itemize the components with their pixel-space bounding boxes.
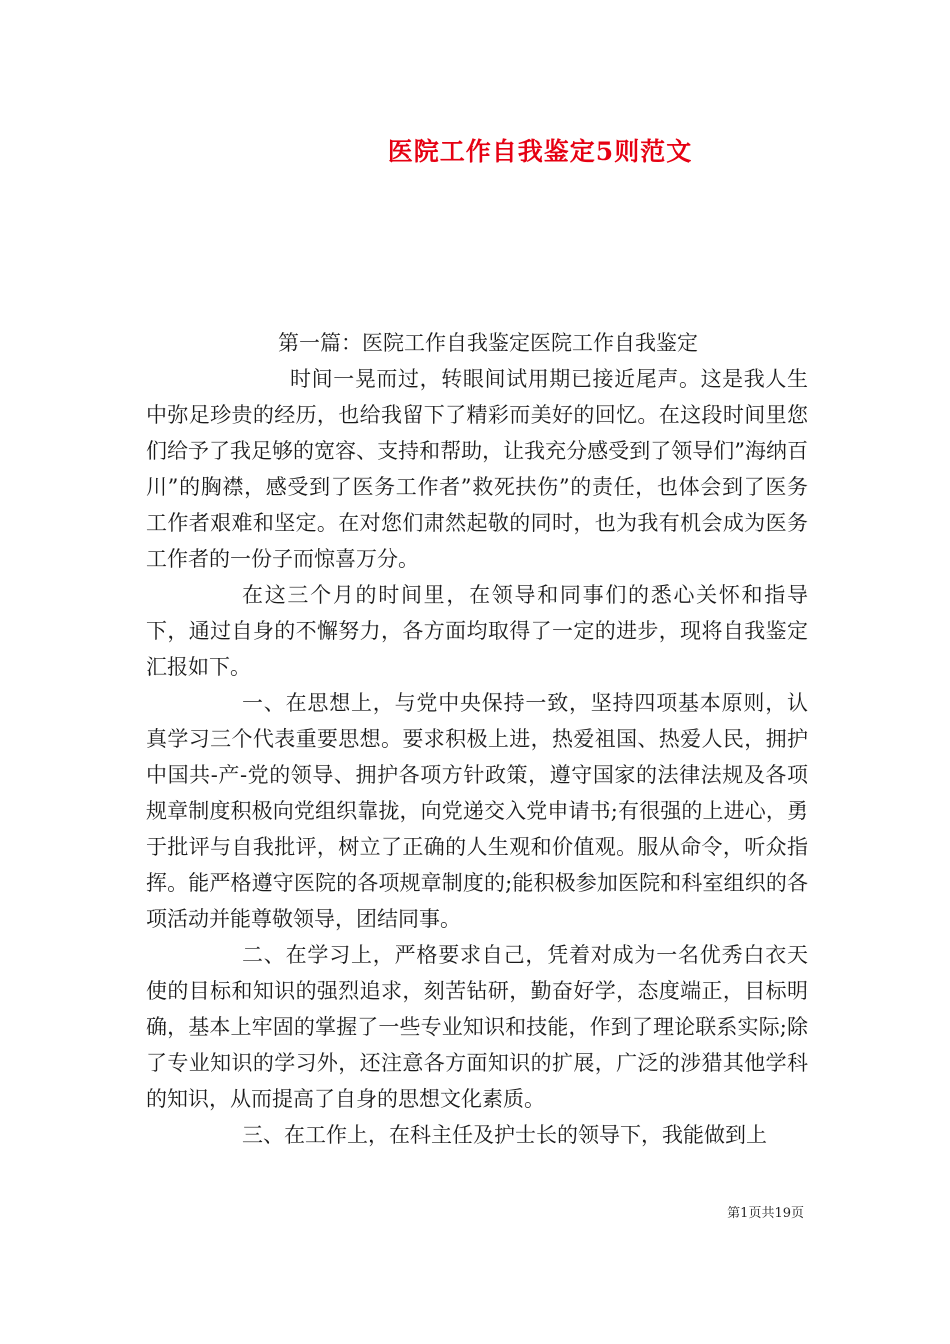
paragraph-work: 三、在工作上，在科主任及护士长的领导下，我能做到上: [242, 1123, 767, 1147]
section-heading: 第一篇：医院工作自我鉴定医院工作自我鉴定: [278, 331, 698, 355]
page-number-footer: 第1页共19页: [727, 1206, 804, 1221]
paragraph-study: 二、在学习上，严格要求自己，凭着对成为一名优秀白衣天使的目标和知识的强烈追求，刻苦钻研，勤奋好学，态度端正，目标明确，基本上牢固的掌握了一些专业知识和技能，作到了理论联系实际;除了专业知识的学习外，还注意各方面知识的扩展，广泛的涉猎其他学科的知识，从而提高了自身的思想文化素质。: [146, 943, 808, 1111]
document-title: 医院工作自我鉴定5则范文: [387, 137, 693, 166]
paragraph-summary-lead: 在这三个月的时间里，在领导和同事们的悉心关怀和指导下，通过自身的不懈努力，各方面均取得了一定的进步，现将自我鉴定汇报如下。: [146, 583, 808, 679]
document-body: [146, 325, 808, 1153]
paragraph-ideology: 一、在思想上，与党中央保持一致，坚持四项基本原则，认真学习三个代表重要思想。要求积极上进，热爱祖国、热爱人民，拥护中国共-产-党的领导、拥护各项方针政策，遵守国家的法律法规及各项规章制度积极向党组织靠拢，向党递交入党申请书;有很强的上进心，勇于批评与自我批评，树立了正确的人生观和价值观。服从命令，听众指挥。能严格遵守医院的各项规章制度的;能积极参加医院和科室组织的各项活动并能尊敬领导，团结同事。: [146, 691, 808, 931]
paragraph-intro: 时间一晃而过，转眼间试用期已接近尾声。这是我人生中弥足珍贵的经历，也给我留下了精彩而美好的回忆。在这段时间里您们给予了我足够的宽容、支持和帮助，让我充分感受到了领导们”海纳百川”的胸襟，感受到了医务工作者”救死扶伤”的责任，也体会到了医务工作者艰难和坚定。在对您们肃然起敬的同时，也为我有机会成为医务工作者的一份子而惊喜万分。: [146, 367, 808, 571]
